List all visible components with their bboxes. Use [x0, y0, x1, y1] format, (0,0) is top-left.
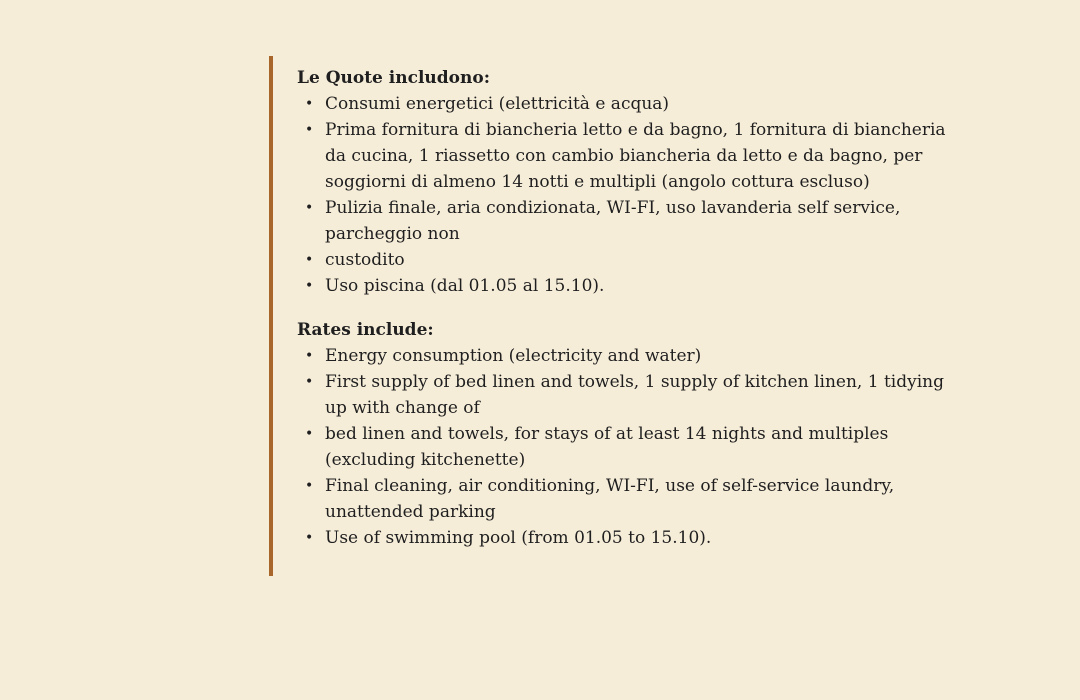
rates-quote-block	[269, 56, 969, 576]
italian-rates-list	[297, 91, 969, 299]
italian-section-title: Le Quote includono:	[297, 68, 490, 88]
list-item: • Energy consumption (electricity and water)	[297, 343, 969, 369]
list-item: • Use of swimming pool (from 01.05 to 15.10).	[297, 525, 969, 551]
section-spacer	[297, 299, 969, 317]
list-item: • custodito	[297, 247, 969, 273]
list-item: • First supply of bed linen and towels, 1 supply of kitchen linen, 1 tidying up with change of	[297, 369, 969, 421]
english-section-title: Rates include:	[297, 320, 434, 340]
list-item: • Final cleaning, air conditioning, WI-FI, use of self-service laundry, unattended parking	[297, 473, 969, 525]
list-item: • Pulizia finale, aria condizionata, WI-FI, uso lavanderia self service, parcheggio non	[297, 195, 969, 247]
list-item: • bed linen and towels, for stays of at least 14 nights and multiples (excluding kitchenette)	[297, 421, 969, 473]
english-rates-list	[297, 343, 969, 551]
list-item: • Uso piscina (dal 01.05 al 15.10).	[297, 273, 969, 299]
list-item: • Consumi energetici (elettricità e acqua)	[297, 91, 969, 117]
list-item: • Prima fornitura di biancheria letto e da bagno, 1 fornitura di biancheria da cucina, 1 riassetto con cambio biancheria da letto e da bagno, per soggiorni di almeno 14 notti e multipli (angolo cottura escluso)	[297, 117, 969, 195]
